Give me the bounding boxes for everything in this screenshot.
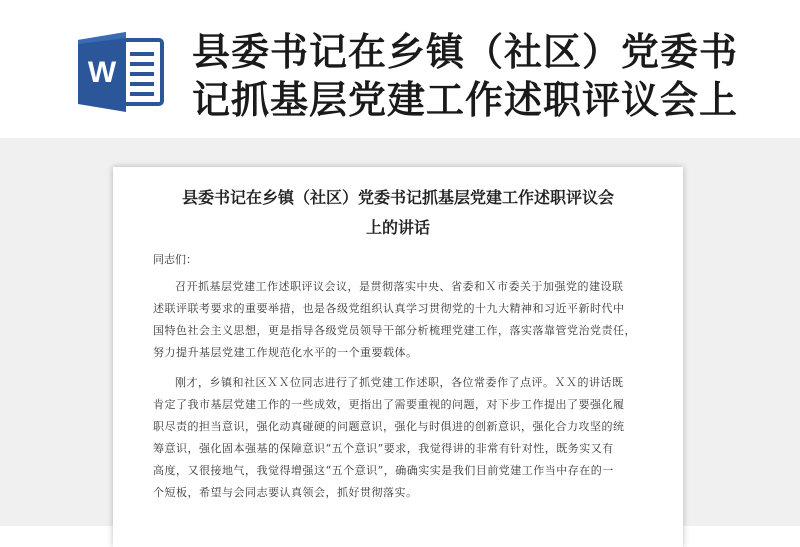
- page-title-line: 记抓基层党建工作述职评议会上: [192, 78, 739, 122]
- paragraph-line: 国特色社会主义思想，更是指导各级党员领导干部分析梳理党建工作，落实落靠管党治党责任，: [153, 324, 636, 337]
- paragraph-line: 职尽责的担当意识，强化动真碰硬的问题意识，强化与时俱进的创新意识，强化合力攻坚的统: [153, 420, 625, 433]
- page-title: [192, 28, 792, 124]
- paragraph-line: 述联评联考要求的重要举措，也是各级党组织认真学习贯彻党的十九大精神和习近平新时代中: [153, 302, 625, 315]
- paragraph: [153, 372, 648, 504]
- paragraph-line: 肯定了我市基层党建工作的一些成效，更指出了需要重视的问题，对下步工作提出了要强化履: [153, 398, 625, 411]
- document-title: [113, 183, 683, 243]
- paragraph-line: 召开抓基层党建工作述职评议会议，是贯彻落实中央、省委和Ｘ市委关于加强党的建设联: [175, 280, 624, 293]
- paragraph-line: 努力提升基层党建工作规范化水平的一个重要载体。: [153, 346, 418, 359]
- word-icon: [76, 32, 164, 112]
- word-icon-letter: W: [87, 56, 117, 89]
- paragraph-line: 筹意识，强化固本强基的保障意识“五个意识”要求，我觉得讲的非常有针对性，既务实又有: [153, 442, 614, 455]
- header-banner: [0, 0, 800, 138]
- document-title-line: 上的讲话: [365, 218, 430, 237]
- paragraph-line: 刚才，乡镇和社区ＸＸ位同志进行了抓党建工作述职，各位常委作了点评。ＸＸ的讲话既: [175, 376, 624, 389]
- document-title-line: 县委书记在乡镇（社区）党委书记抓基层党建工作述职评议会: [181, 188, 614, 207]
- paragraph-line: 高度，又很接地气，我觉得增强这“五个意识”，确确实实是我们目前党建工作当中存在的一: [153, 464, 614, 477]
- document-page: [113, 167, 683, 547]
- paragraph-line: 个短板，希望与会同志要认真领会，抓好贯彻落实。: [153, 486, 418, 499]
- page-title-line: 县委书记在乡镇（社区）党委书: [192, 30, 739, 74]
- paragraph: [153, 276, 648, 364]
- salutation: 同志们：: [153, 253, 197, 266]
